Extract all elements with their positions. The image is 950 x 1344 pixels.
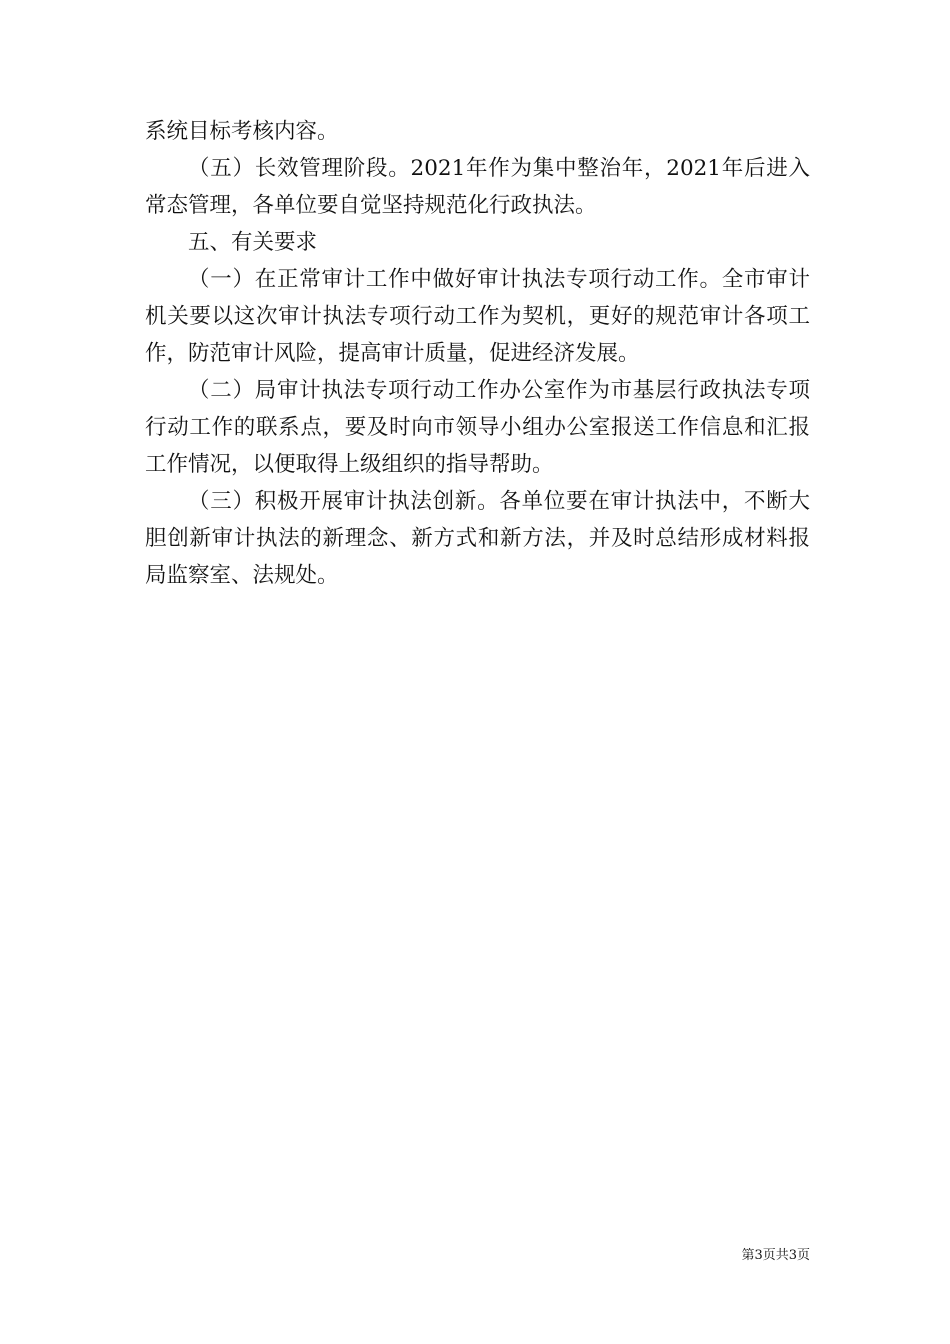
paragraph-requirement-three: （三）积极开展审计执法创新。各单位要在审计执法中，不断大胆创新审计执法的新理念、新方式和新方法，并及时总结形成材料报局监察室、法规处。 [145, 489, 810, 588]
paragraph-requirement-one: （一）在正常审计工作中做好审计执法专项行动工作。全市审计机关要以这次审计执法专项行动工作为契机，更好的规范审计各项工作，防范审计风险，提高审计质量，促进经济发展。 [145, 267, 810, 366]
paragraph-continuation: 系统目标考核内容。 [145, 119, 339, 144]
document-body [145, 113, 810, 594]
paragraph-phase-five: （五）长效管理阶段。2021年作为集中整治年，2021年后进入常态管理，各单位要自觉坚持规范化行政执法。 [145, 156, 810, 218]
section-heading-requirements: 五、有关要求 [188, 230, 318, 255]
paragraph-requirement-two: （二）局审计执法专项行动工作办公室作为市基层行政执法专项行动工作的联系点，要及时向市领导小组办公室报送工作信息和汇报工作情况，以便取得上级组织的指导帮助。 [145, 378, 810, 477]
page-number-footer: 第3页共3页 [741, 1248, 810, 1263]
